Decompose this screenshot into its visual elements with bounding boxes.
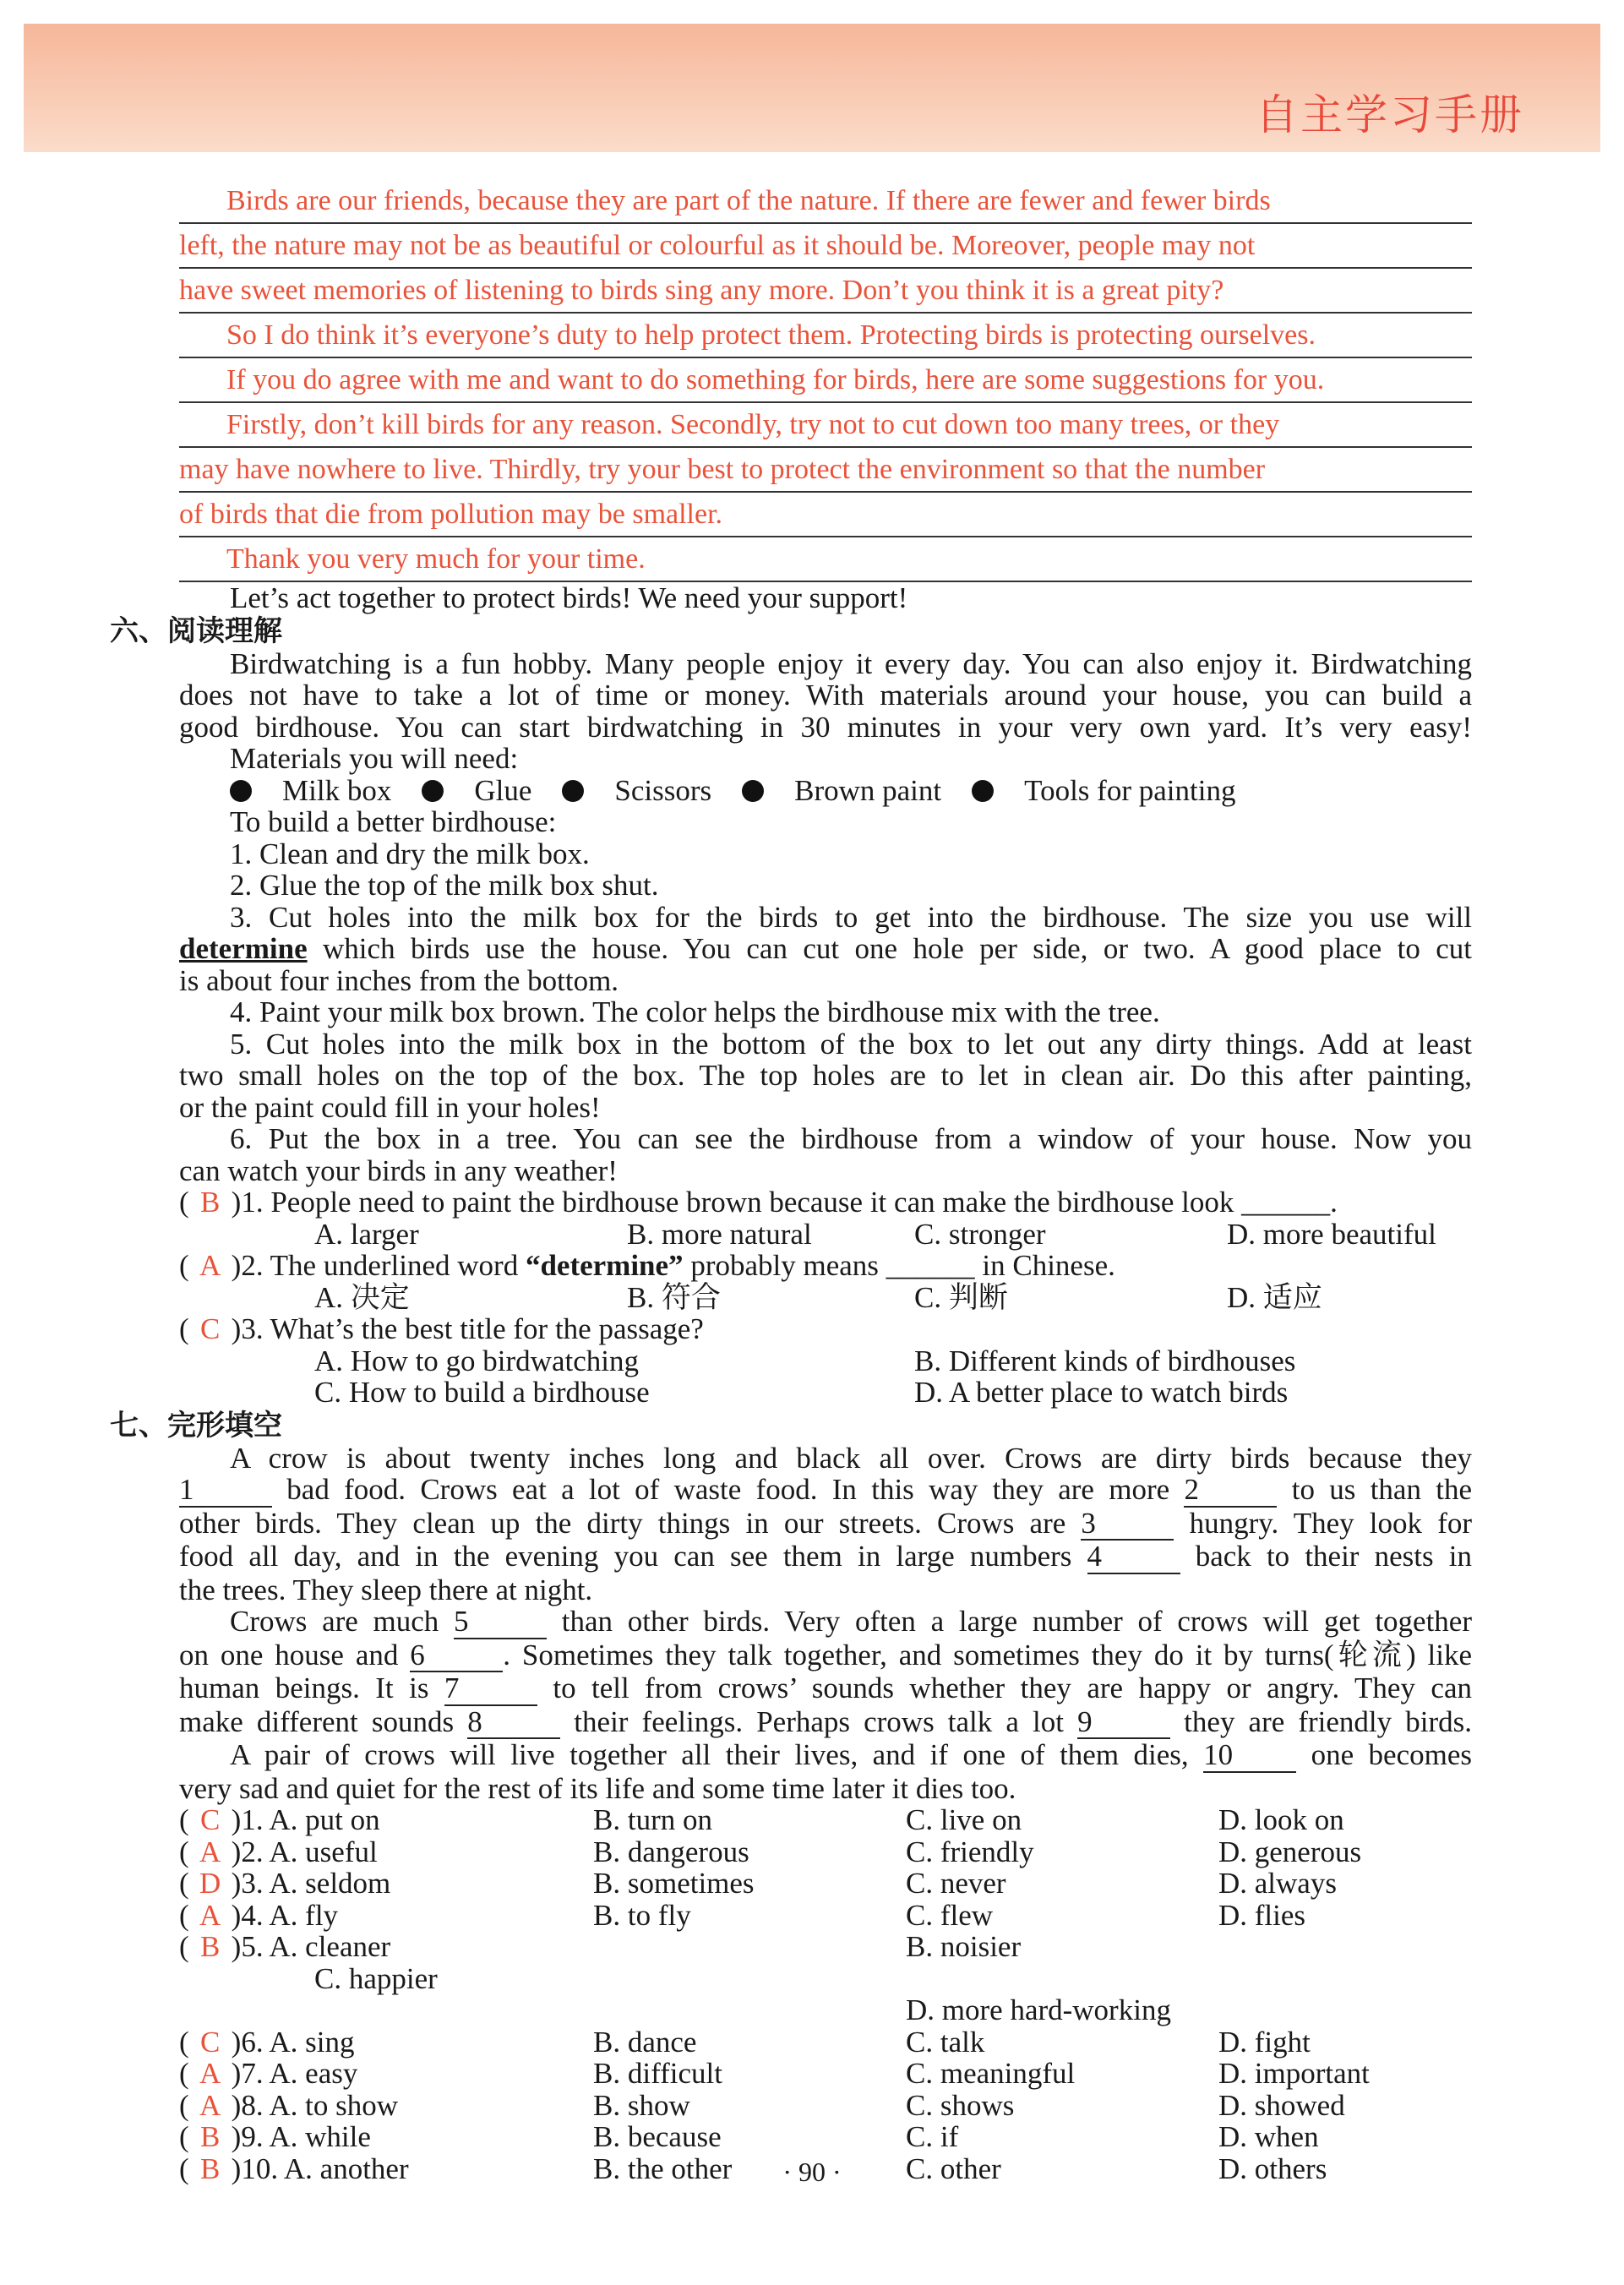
option: B. because <box>593 2120 722 2153</box>
material-item <box>972 774 1235 807</box>
passage-text: bad food. Crows eat a lot of waste food. In this way they are more <box>272 1473 1185 1506</box>
material-item <box>230 774 391 807</box>
option: B. the other <box>593 2151 733 2185</box>
answer-mark: A <box>199 1249 221 1282</box>
essay-line: Firstly, don’t kill birds for any reason. Secondly, try not to cut down too many trees, or they <box>179 403 1472 448</box>
essay-line: If you do agree with me and want to do something for birds, here are some suggestions for you. <box>179 358 1472 403</box>
materials-label: Materials you will need: <box>230 742 519 775</box>
reading-question-2-options: A. 决定 B. 符合 C. 判断 D. 适应 <box>314 1280 1322 1314</box>
section-7-heading: 七、完形填空 <box>110 1408 282 1442</box>
option: 5. A. cleaner <box>241 1930 391 1963</box>
option: D. others <box>1218 2151 1327 2185</box>
blank-4: 4 <box>1087 1541 1180 1574</box>
passage-text: Crows are much <box>230 1605 455 1638</box>
material-item <box>742 774 941 807</box>
essay-line: left, the nature may not be as beautiful or colourful as it should be. Moreover, people may not <box>179 224 1472 269</box>
material-item <box>422 774 531 807</box>
step-3-line-3: is about four inches from the bottom. <box>179 963 619 997</box>
passage-text: . Sometimes they talk together, and sometimes they do it by turns(轮流) like <box>503 1638 1472 1671</box>
passage-line: the trees. They sleep there at night. <box>179 1573 593 1606</box>
cloze-question: ( B )10. A. another B. the other C. other D. others <box>179 2151 1327 2185</box>
passage-text: to us than the <box>1277 1473 1472 1506</box>
passage-line <box>179 1639 1472 1673</box>
option: D. more hard-working <box>906 1993 1171 2026</box>
answer-mark: A <box>199 1898 221 1932</box>
option: D. generous <box>1218 1835 1362 1868</box>
cloze-question: ( A )2. A. useful B. dangerous C. friendly D. generous <box>179 1835 1362 1868</box>
determine-word: determine <box>179 932 308 965</box>
passage-line <box>179 1541 1472 1574</box>
cloze-questions <box>179 1804 1472 2184</box>
answer-mark: C <box>199 1312 221 1345</box>
answer-mark: B <box>199 2151 221 2185</box>
passage-text: they are friendly birds. <box>1170 1704 1473 1738</box>
option: D. when <box>1218 2120 1319 2153</box>
option: 10. A. another <box>241 2151 409 2185</box>
answer-mark: C <box>199 1803 221 1836</box>
cloze-passage <box>179 1442 1472 1805</box>
step-5 <box>179 1028 1472 1124</box>
blank-10: 10 <box>1203 1739 1296 1773</box>
option: 2. A. useful <box>241 1835 378 1868</box>
reading-question-3: ( C )3. What’s the best title for the passage? <box>179 1312 704 1345</box>
option: C. if <box>906 2120 959 2153</box>
step-3-line-2: determine which birds use the house. You can cut one hole per side, or two. A good place to cut <box>179 932 1472 965</box>
option: C. live on <box>906 1803 1022 1836</box>
reading-question-3-options-row-1: A. How to go birdwatching B. Different kinds of birdhouses <box>314 1344 1296 1377</box>
passage-line: very sad and quiet for the rest of its life and some time later it dies too. <box>179 1771 1016 1805</box>
option: C. shows <box>906 2088 1015 2122</box>
option: 4. A. fly <box>241 1898 339 1932</box>
blank-9: 9 <box>1077 1706 1170 1740</box>
answer-mark: A <box>199 2088 221 2122</box>
material-label: Milk box <box>282 773 392 807</box>
cloze-question-continued <box>179 1994 1472 2026</box>
passage-line <box>179 1706 1472 1740</box>
option: B. noisier <box>906 1930 1022 1963</box>
passage-text: A pair of crows will live together all their lives, and if one of them dies, <box>230 1738 1204 1771</box>
passage-line: A crow is about twenty inches long and black all over. Crows are dirty birds because they <box>230 1441 1472 1475</box>
step-4: 4. Paint your milk box brown. The color helps the birdhouse mix with the tree. <box>230 995 1160 1028</box>
option: D. fight <box>1218 2025 1311 2059</box>
blank-2: 2 <box>1184 1474 1277 1508</box>
section-6-heading: 六、阅读理解 <box>110 614 282 648</box>
option: B. dance <box>593 2025 697 2059</box>
essay-line: Birds are our friends, because they are part of the nature. If there are fewer and fewer birds <box>179 179 1472 224</box>
option: B. to fly <box>593 1898 691 1932</box>
passage-line <box>179 1474 1472 1508</box>
cloze-question: ( C )6. A. sing B. dance C. talk D. fight <box>179 2025 1311 2059</box>
reading-question-3-options-row-2: C. How to build a birdhouse D. A better place to watch birds <box>314 1376 1289 1409</box>
essay-line: So I do think it’s everyone’s duty to help protect them. Protecting birds is protecting ourselves. <box>179 314 1472 358</box>
material-label: Tools for painting <box>1024 773 1236 807</box>
passage-text: to tell from crows’ sounds whether they are happy or angry. They can <box>537 1671 1472 1704</box>
reading-paragraph-1 <box>179 648 1472 744</box>
option: D. look on <box>1218 1803 1344 1836</box>
step-1: 1. Clean and dry the milk box. <box>230 837 590 870</box>
option: D. showed <box>1218 2088 1345 2122</box>
option: C. meaningful <box>906 2057 1076 2090</box>
cloze-question: ( A )8. A. to show B. show C. shows D. showed <box>179 2088 1345 2122</box>
passage-text: than other birds. Very often a large number of crows will get together <box>547 1605 1472 1638</box>
paragraph-line: Birdwatching is a fun hobby. Many people enjoy it every day. You can also enjoy it. Birdwatching <box>230 646 1472 680</box>
paragraph-line: does not have to take a lot of time or money. With materials around your house, you can build a <box>179 679 1472 712</box>
bullet-icon <box>972 780 994 802</box>
bullet-icon <box>562 780 584 802</box>
option: D. flies <box>1218 1898 1306 1932</box>
option: C. talk <box>906 2025 985 2059</box>
essay-line: may have nowhere to live. Thirdly, try your best to protect the environment so that the number <box>179 448 1472 493</box>
paragraph-line: two small holes on the top of the box. The top holes are to let in clean air. Do this after painting, <box>179 1059 1472 1092</box>
option: 7. A. easy <box>241 2057 358 2090</box>
option: 6. A. sing <box>241 2025 355 2059</box>
cloze-question: ( D )3. A. seldom B. sometimes C. never D. always <box>179 1867 1337 1900</box>
essay-line: of birds that die from pollution may be smaller. <box>179 493 1472 537</box>
passage-text: food all day, and in the evening you can see them in large numbers <box>179 1540 1087 1573</box>
answer-mark: A <box>199 2057 221 2090</box>
cloze-question: ( C )1. A. put on B. turn on C. live on D. look on <box>179 1803 1344 1836</box>
option: B. sometimes <box>593 1867 755 1900</box>
material-label: Brown paint <box>794 773 942 807</box>
blank-1: 1 <box>179 1474 272 1508</box>
option: C. happier <box>314 1961 438 1995</box>
blank-6: 6 <box>410 1639 503 1673</box>
passage-line <box>179 1672 1472 1706</box>
passage-line <box>179 1739 1472 1773</box>
paragraph-line: or the paint could fill in your holes! <box>179 1090 601 1124</box>
build-label: To build a better birdhouse: <box>230 805 557 838</box>
cloze-question: ( A )4. A. fly B. to fly C. flew D. flies <box>179 1898 1306 1932</box>
blank-3: 3 <box>1081 1508 1174 1541</box>
option: 9. A. while <box>241 2120 371 2153</box>
bullet-icon <box>422 780 444 802</box>
bullet-icon <box>230 780 252 802</box>
essay-answer <box>179 179 1472 582</box>
passage-text: back to their nests in <box>1180 1540 1473 1573</box>
step-3-line-1: 3. Cut holes into the milk box for the birds to get into the birdhouse. The size you use will <box>230 900 1472 934</box>
passage-text: one becomes <box>1296 1738 1473 1771</box>
passage-text: human beings. It is <box>179 1671 444 1704</box>
material-item <box>562 774 711 807</box>
material-label: Scissors <box>614 773 712 807</box>
header-banner <box>24 24 1600 152</box>
option: 3. A. seldom <box>241 1867 391 1900</box>
step-2: 2. Glue the top of the milk box shut. <box>230 869 659 902</box>
option: B. difficult <box>593 2057 722 2090</box>
essay-closing: Let’s act together to protect birds! We need your support! <box>230 581 908 614</box>
passage-line <box>179 1606 1472 1639</box>
passage-text: make different sounds <box>179 1704 468 1738</box>
reading-question-1: ( B )1. People need to paint the birdhouse brown because it can make the birdhouse look ______. <box>179 1186 1338 1219</box>
answer-mark: B <box>199 1186 221 1219</box>
answer-mark: B <box>199 1930 221 1963</box>
page-number: · 90 · <box>782 2157 842 2187</box>
option: B. turn on <box>593 1803 712 1836</box>
answer-mark: B <box>199 2120 221 2153</box>
passage-text: hungry. They look for <box>1174 1506 1472 1540</box>
option: D. always <box>1218 1867 1337 1900</box>
option: 1. A. put on <box>241 1803 380 1836</box>
paragraph-line: 6. Put the box in a tree. You can see the birdhouse from a window of your house. Now you <box>230 1122 1472 1155</box>
answer-mark: D <box>199 1867 221 1900</box>
cloze-question: ( B )5. A. cleaner B. noisier <box>179 1930 1022 1963</box>
step-6 <box>179 1123 1472 1186</box>
materials-list <box>179 775 1472 807</box>
option: B. dangerous <box>593 1835 749 1868</box>
option: 8. A. to show <box>241 2088 399 2122</box>
blank-5: 5 <box>454 1606 547 1639</box>
passage-text: their feelings. Perhaps crows talk a lot <box>560 1704 1078 1738</box>
bullet-icon <box>742 780 764 802</box>
blank-8: 8 <box>467 1706 560 1740</box>
cloze-question: ( B )9. A. while B. because C. if D. when <box>179 2120 1319 2153</box>
paragraph-line: can watch your birds in any weather! <box>179 1153 618 1187</box>
reading-question-2: ( A )2. The underlined word “determine” probably means ______ in Chinese. <box>179 1249 1115 1282</box>
option: B. show <box>593 2088 690 2122</box>
paragraph-line: good birdhouse. You can start birdwatching in 30 minutes in your very own yard. It’s very easy! <box>179 710 1472 744</box>
option: C. flew <box>906 1898 994 1932</box>
passage-line <box>179 1508 1472 1541</box>
reading-question-1-options: A. larger B. more natural C. stronger D. more beautiful <box>314 1217 1436 1251</box>
answer-mark: C <box>199 2025 221 2059</box>
passage-text: on one house and <box>179 1638 411 1671</box>
cloze-question-continued <box>179 1963 1472 1995</box>
option: D. important <box>1218 2057 1370 2090</box>
cloze-question: ( A )7. A. easy B. difficult C. meaningful D. important <box>179 2057 1370 2090</box>
answer-mark: A <box>199 1835 221 1868</box>
option: C. friendly <box>906 1835 1034 1868</box>
page-content <box>110 179 1473 2185</box>
option: C. other <box>906 2151 1001 2185</box>
essay-line: Thank you very much for your time. <box>179 537 1472 582</box>
paragraph-line: 5. Cut holes into the milk box in the bottom of the box to let out any dirty things. Add at least <box>230 1027 1472 1061</box>
option: C. never <box>906 1867 1006 1900</box>
essay-line: have sweet memories of listening to birds sing any more. Don’t you think it is a great pity? <box>179 269 1472 314</box>
material-label: Glue <box>474 773 532 807</box>
book-title: 自主学习手册 <box>1256 90 1524 139</box>
blank-7: 7 <box>444 1672 537 1706</box>
passage-text: other birds. They clean up the dirty things in our streets. Crows are <box>179 1506 1082 1540</box>
